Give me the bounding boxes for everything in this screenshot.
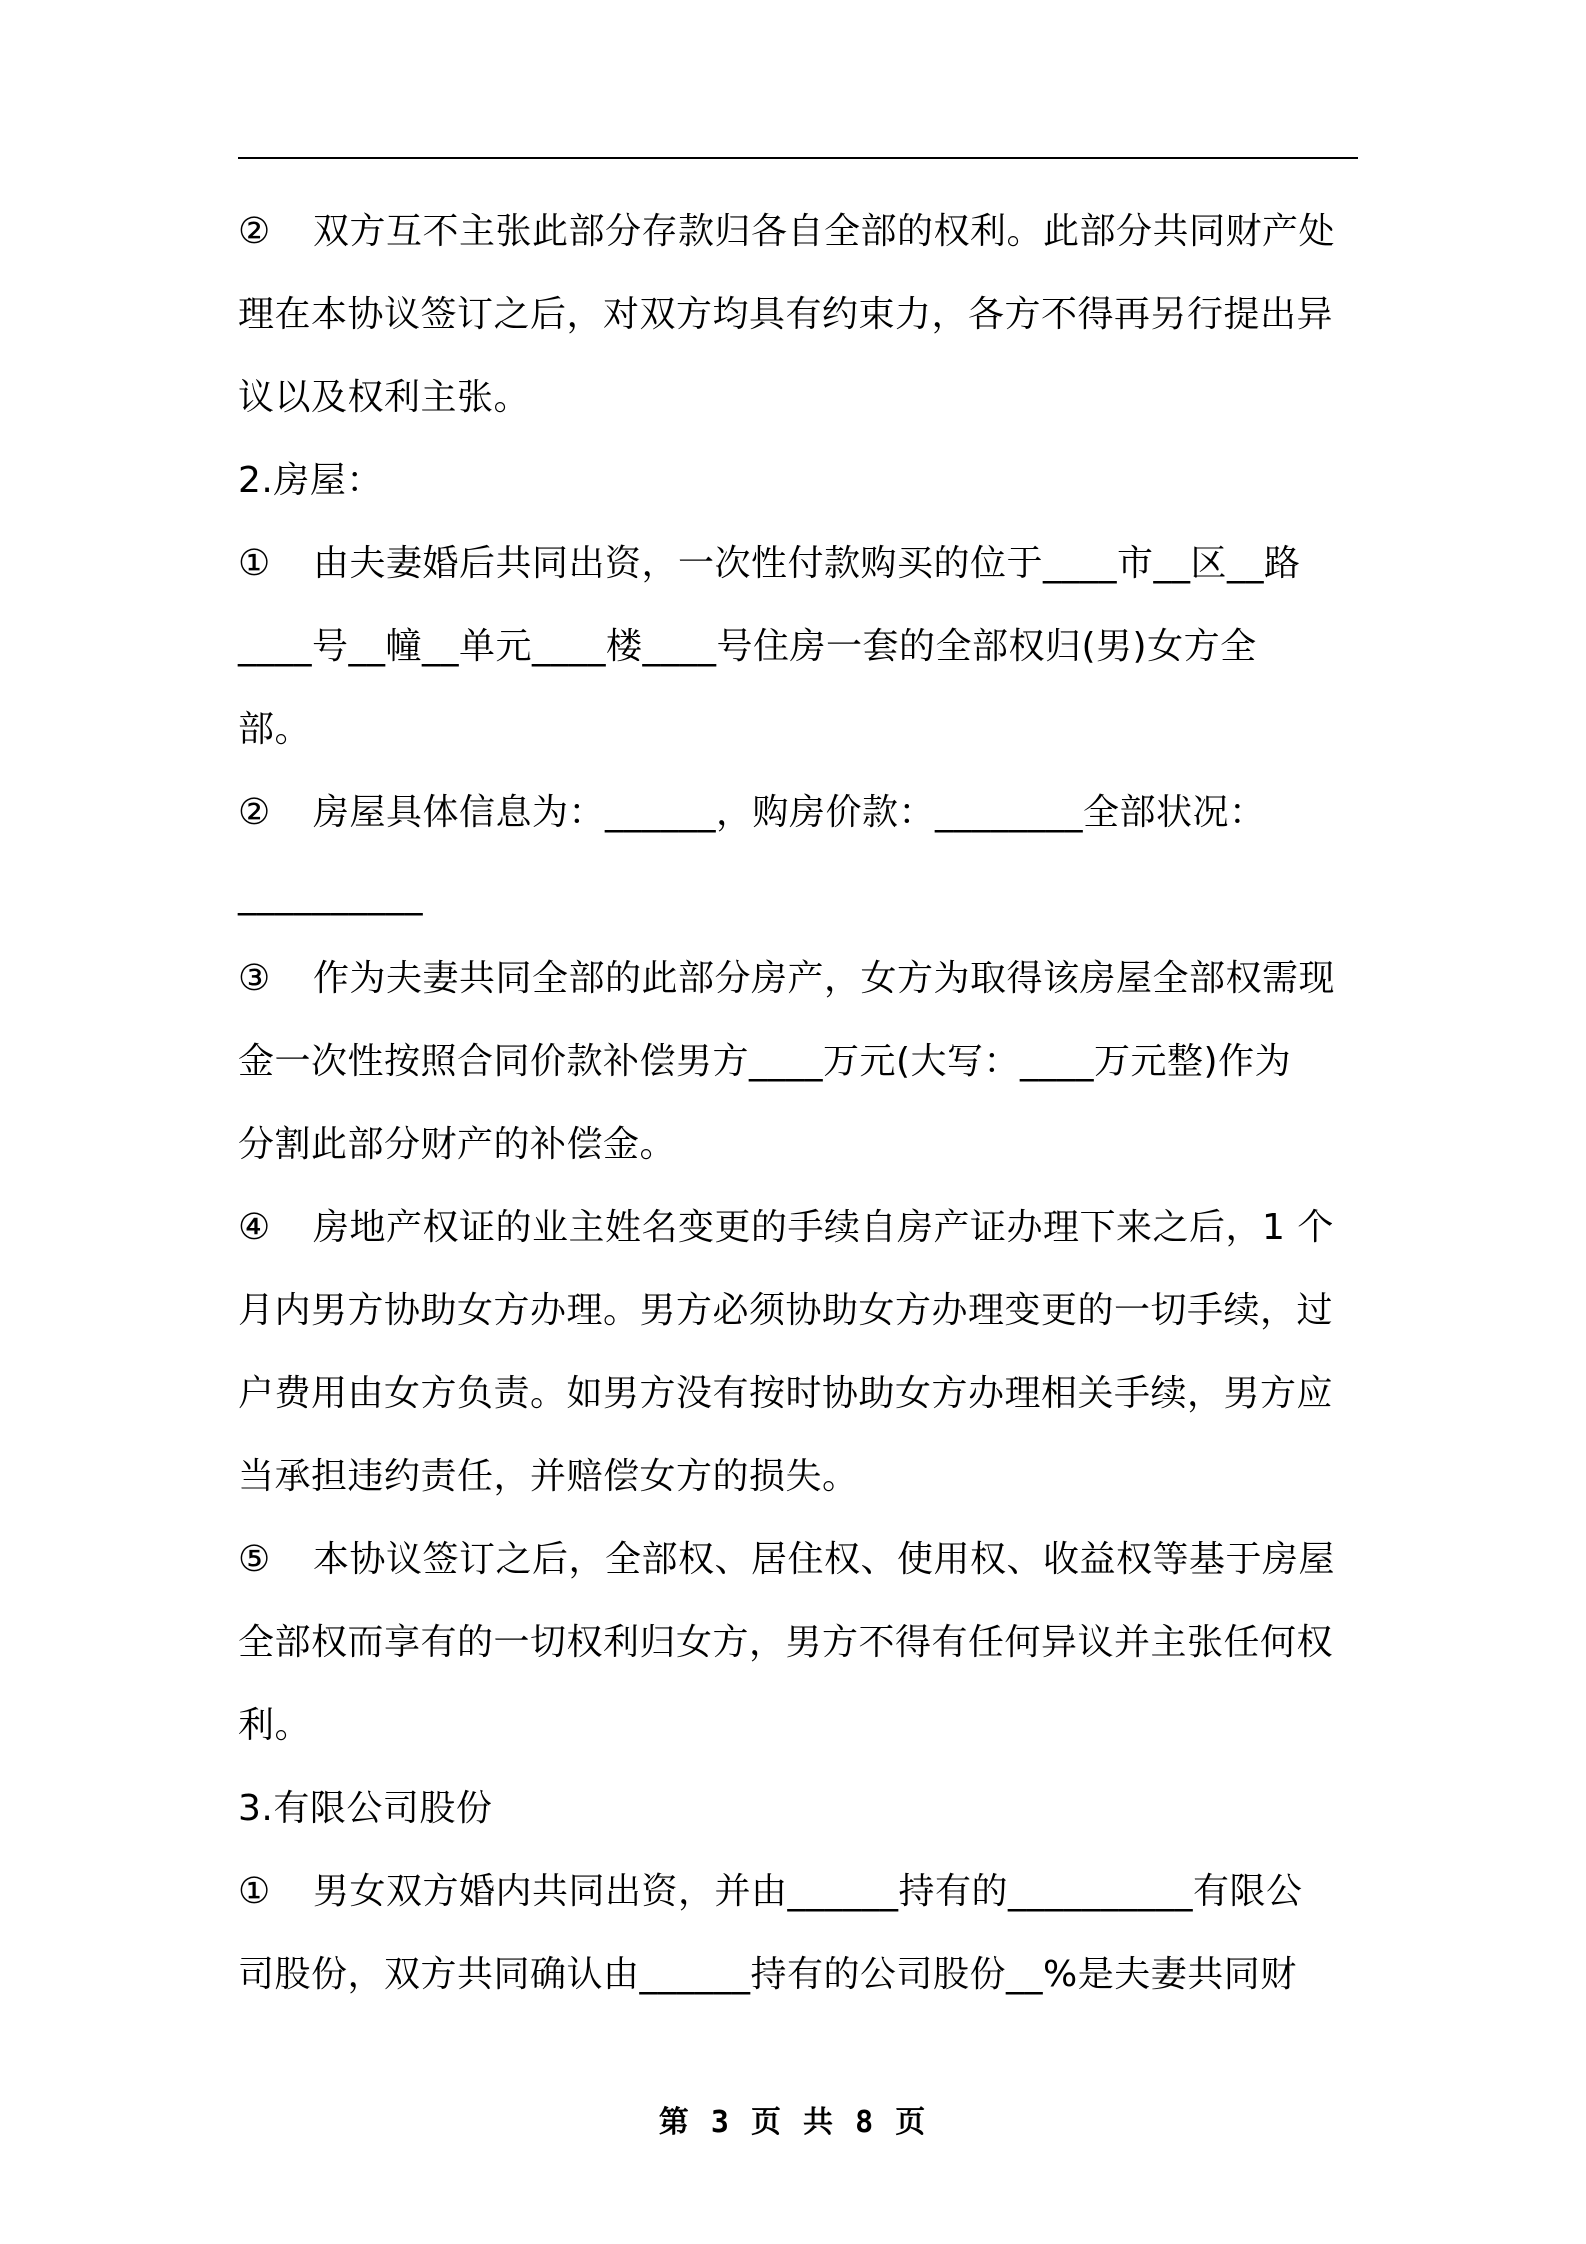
section-heading: [238, 1767, 1363, 1850]
line-text: 作为夫妻共同全部的此部分房产，女方为取得该房屋全部权需现: [313, 958, 1336, 999]
page-footer: 第 3 页 共 8 页: [658, 2105, 928, 2140]
line-text: 男女双方婚内共同出资，并由______持有的__________有限公: [313, 1871, 1303, 1912]
text-line: [238, 1435, 1363, 1518]
text-line: [238, 1684, 1363, 1767]
text-line: [238, 356, 1363, 439]
text-line: [238, 854, 1363, 937]
text-line: [238, 1269, 1363, 1352]
line-text: 房屋具体信息为：______，购房价款：________全部状况：: [313, 792, 1266, 833]
line-text: 理在本协议签订之后，对双方均具有约束力，各方不得再另行提出异: [238, 294, 1334, 335]
text-line: [238, 771, 1363, 854]
text-line: [238, 1020, 1363, 1103]
text-line: [238, 273, 1363, 356]
line-text: 利。: [238, 1705, 312, 1746]
line-text: 全部权而享有的一切权利归女方，男方不得有任何异议并主张任何权: [238, 1622, 1334, 1663]
text-line: [238, 605, 1363, 688]
section-heading: [238, 439, 1363, 522]
text-line: [238, 1103, 1363, 1186]
item-number: ⑤: [238, 1539, 271, 1580]
text-line: [238, 1850, 1363, 1933]
item-number: ②: [238, 211, 271, 252]
line-text: 当承担违约责任，并赔偿女方的损失。: [238, 1456, 859, 1497]
line-text: 由夫妻婚后共同出资，一次性付款购买的位于____市__区__路: [313, 543, 1301, 584]
line-text: 月内男方协助女方办理。男方必须协助女方办理变更的一切手续，过: [238, 1290, 1334, 1331]
header-rule: [238, 157, 1358, 159]
line-text: 2.房屋：: [238, 460, 383, 501]
text-line: [238, 1518, 1363, 1601]
text-line: [238, 1352, 1363, 1435]
item-number: ①: [238, 543, 271, 584]
line-text: ____号__幢__单元____楼____号住房一套的全部权归(男)女方全: [238, 626, 1257, 667]
line-text: 议以及权利主张。: [238, 377, 531, 418]
text-line: [238, 937, 1363, 1020]
text-line: [238, 190, 1363, 273]
line-text: __________: [238, 875, 423, 916]
line-text: 金一次性按照合同价款补偿男方____万元(大写：____万元整)作为: [238, 1041, 1292, 1082]
item-number: ③: [238, 958, 271, 999]
line-text: 司股份，双方共同确认由______持有的公司股份__%是夫妻共同财: [238, 1954, 1297, 1995]
item-number: ②: [238, 792, 271, 833]
line-text: 本协议签订之后，全部权、居住权、使用权、收益权等基于房屋: [313, 1539, 1336, 1580]
text-line: [238, 522, 1363, 605]
text-line: [238, 688, 1363, 771]
document-body: [238, 190, 1363, 2016]
line-text: 户费用由女方负责。如男方没有按时协助女方办理相关手续，男方应: [238, 1373, 1334, 1414]
line-text: 3.有限公司股份: [238, 1788, 493, 1829]
text-line: [238, 1933, 1363, 2016]
item-number: ④: [238, 1207, 271, 1248]
line-text: 双方互不主张此部分存款归各自全部的权利。此部分共同财产处: [313, 211, 1336, 252]
line-text: 房地产权证的业主姓名变更的手续自房产证办理下来之后，1 个: [313, 1207, 1334, 1248]
item-number: ①: [238, 1871, 271, 1912]
text-line: [238, 1601, 1363, 1684]
text-line: [238, 1186, 1363, 1269]
line-text: 部。: [238, 709, 312, 750]
line-text: 分割此部分财产的补偿金。: [238, 1124, 677, 1165]
